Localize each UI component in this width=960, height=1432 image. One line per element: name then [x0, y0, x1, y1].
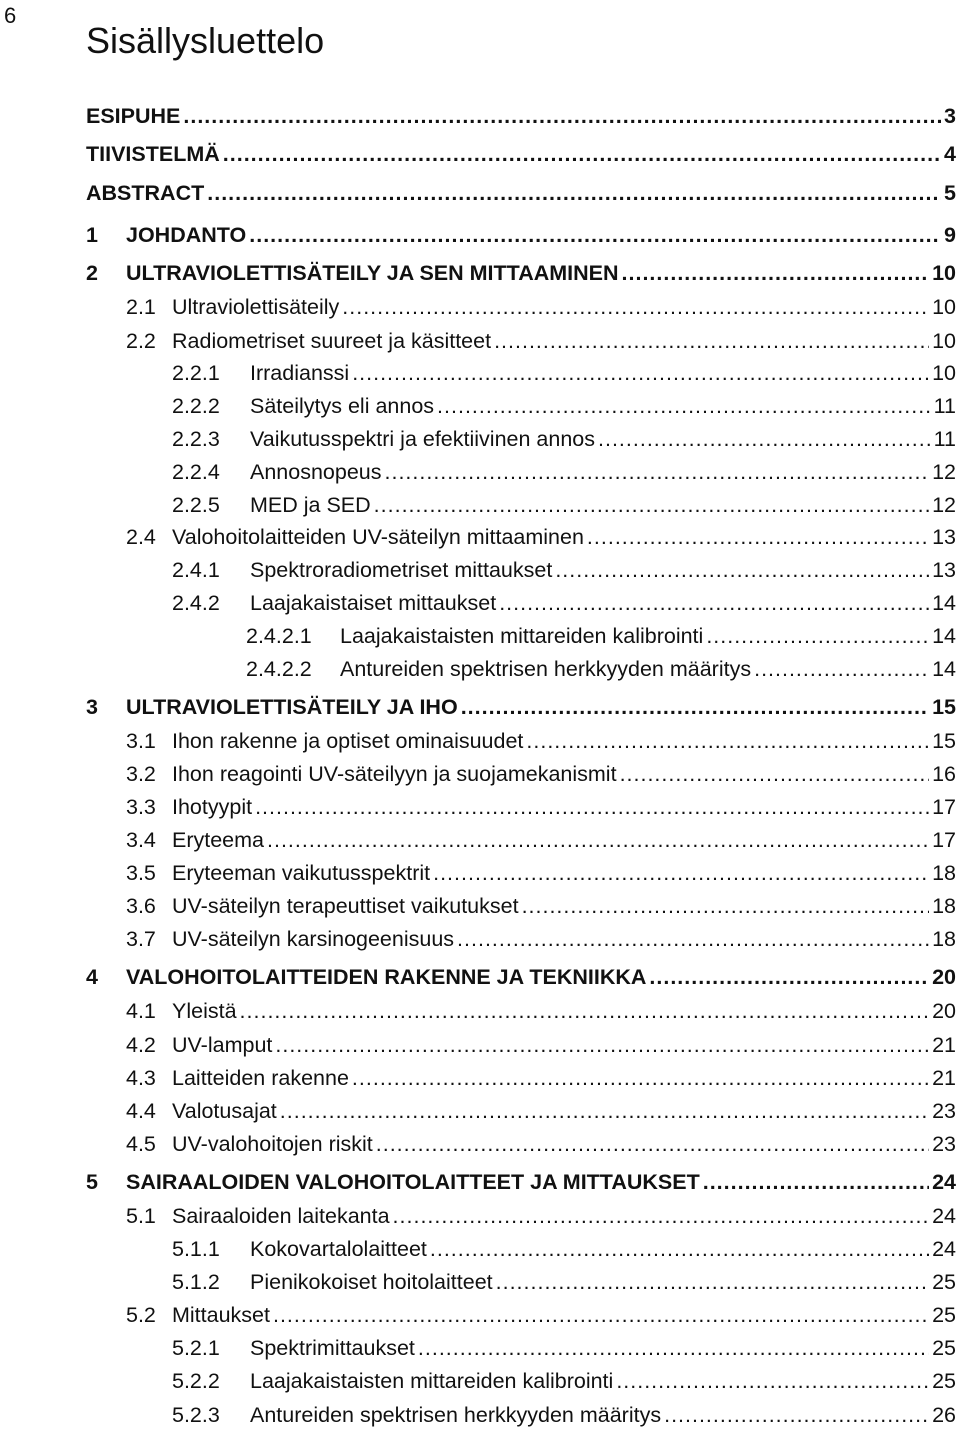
- toc-entry-number: 4.1: [126, 999, 156, 1023]
- toc-entry-number: 3: [86, 695, 98, 719]
- toc-entry-title: Ihon rakenne ja optiset ominaisuudet: [172, 729, 524, 753]
- toc-entry-title: Laajakaistaisten mittareiden kalibrointi: [340, 624, 704, 648]
- toc-entry-page: 4: [944, 142, 956, 166]
- toc-entry[interactable]: [126, 996, 956, 1026]
- toc-entry-title: Laajakaistaisten mittareiden kalibrointi: [250, 1369, 614, 1393]
- toc-entry-title: Radiometriset suureet ja käsitteet: [172, 329, 492, 353]
- toc-entry-title: UV-lamput: [172, 1033, 273, 1057]
- dot-leader: [620, 759, 930, 789]
- toc-entry[interactable]: [126, 522, 956, 552]
- dot-leader: [352, 1063, 929, 1093]
- dot-leader: [207, 178, 941, 208]
- dot-leader: [393, 1201, 930, 1231]
- toc-entry-number: 3.5: [126, 861, 156, 885]
- dot-leader: [240, 996, 930, 1026]
- toc-entry-title: Eryteema: [172, 828, 265, 852]
- toc-entry[interactable]: [172, 588, 956, 618]
- toc-entry-title: Yleistä: [172, 999, 237, 1023]
- toc-entry-page: 14: [932, 591, 956, 615]
- dot-leader: [526, 726, 929, 756]
- toc-entry-page: 3: [944, 104, 956, 128]
- toc-entry-title: ESIPUHE: [86, 104, 181, 128]
- toc-entry-page: 9: [944, 223, 956, 247]
- toc-entry[interactable]: [86, 258, 956, 288]
- toc-entry[interactable]: [86, 962, 956, 992]
- toc-entry[interactable]: [172, 424, 956, 454]
- toc-entry-title: Eryteeman vaikutusspektrit: [172, 861, 431, 885]
- toc-entry-number: 2.1: [126, 295, 156, 319]
- toc-entry[interactable]: [126, 759, 956, 789]
- toc-entry-title: ULTRAVIOLETTISÄTEILY JA SEN MITTAAMINEN: [126, 261, 619, 285]
- toc-entry[interactable]: [86, 178, 956, 208]
- toc-entry[interactable]: [86, 220, 956, 250]
- toc-entry-title: Ihon reagointi UV-säteilyyn ja suojamekanismit: [172, 762, 617, 786]
- dot-leader: [376, 1129, 929, 1159]
- toc-entry-page: 10: [932, 361, 956, 385]
- toc-entry-number: 3.3: [126, 795, 156, 819]
- toc-entry-number: 5.2.1: [172, 1336, 220, 1360]
- toc-entry-number: 2.2.2: [172, 394, 220, 418]
- toc-entry[interactable]: [126, 1201, 956, 1231]
- dot-leader: [457, 924, 929, 954]
- toc-entry[interactable]: [246, 654, 956, 684]
- toc-entry[interactable]: [86, 101, 956, 131]
- toc-entry-page: 13: [932, 525, 956, 549]
- dot-leader: [598, 424, 931, 454]
- toc-entry-number: 3.1: [126, 729, 156, 753]
- toc-entry-number: 3.2: [126, 762, 156, 786]
- toc-entry[interactable]: [126, 292, 956, 322]
- toc-entry-title: ABSTRACT: [86, 181, 205, 205]
- dot-leader: [385, 457, 930, 487]
- toc-entry-title: Irradianssi: [250, 361, 350, 385]
- toc-entry-title: Sairaaloiden laitekanta: [172, 1204, 390, 1228]
- toc-entry-number: 5.2: [126, 1303, 156, 1327]
- dot-leader: [267, 825, 929, 855]
- toc-entry-number: 1: [86, 223, 98, 247]
- toc-entry-number: 5.2.2: [172, 1369, 220, 1393]
- toc-entry[interactable]: [86, 692, 956, 722]
- toc-entry-page: 24: [932, 1204, 956, 1228]
- dot-leader: [616, 1366, 929, 1396]
- toc-entry-title: Antureiden spektrisen herkkyyden määritys: [340, 657, 752, 681]
- toc-entry-number: 3.6: [126, 894, 156, 918]
- dot-leader: [706, 621, 929, 651]
- toc-entry-page: 15: [932, 695, 956, 719]
- toc-entry-title: Valotusajat: [172, 1099, 277, 1123]
- toc-entry-title: Valohoitolaitteiden UV-säteilyn mittaaminen: [172, 525, 584, 549]
- dot-leader: [649, 962, 929, 992]
- dot-leader: [273, 1300, 929, 1330]
- toc-entry-title: UV-säteilyn terapeuttiset vaikutukset: [172, 894, 519, 918]
- toc-entry-title: TIIVISTELMÄ: [86, 142, 220, 166]
- toc-entry-page: 17: [932, 795, 956, 819]
- toc-entry-number: 2.2.4: [172, 460, 220, 484]
- toc-entry-title: Spektroradiometriset mittaukset: [250, 558, 553, 582]
- toc-entry-title: Antureiden spektrisen herkkyyden määritys: [250, 1403, 662, 1427]
- toc-entry[interactable]: [86, 1167, 956, 1197]
- toc-entry[interactable]: [172, 1366, 956, 1396]
- dot-leader: [352, 358, 929, 388]
- toc-entry[interactable]: [172, 1333, 956, 1363]
- toc-entry[interactable]: [172, 1234, 956, 1264]
- dot-leader: [555, 555, 929, 585]
- toc-entry-number: 3.7: [126, 927, 156, 951]
- toc-entry-page: 23: [932, 1099, 956, 1123]
- toc-entry-page: 25: [932, 1336, 956, 1360]
- toc-entry-title: ULTRAVIOLETTISÄTEILY JA IHO: [126, 695, 458, 719]
- toc-entry[interactable]: [126, 858, 956, 888]
- toc-entry-page: 20: [932, 965, 956, 989]
- toc-entry-title: Ultraviolettisäteily: [172, 295, 340, 319]
- toc-entry[interactable]: [126, 1096, 956, 1126]
- toc-entry-number: 2.4.2: [172, 591, 220, 615]
- toc-entry[interactable]: [126, 726, 956, 756]
- toc-entry-page: 25: [932, 1303, 956, 1327]
- toc-entry-title: VALOHOITOLAITTEIDEN RAKENNE JA TEKNIIKKA: [126, 965, 647, 989]
- toc-entry[interactable]: [172, 358, 956, 388]
- toc-entry[interactable]: [126, 825, 956, 855]
- toc-entry-page: 14: [932, 657, 956, 681]
- toc-entry-page: 18: [932, 894, 956, 918]
- toc-entry-page: 26: [932, 1403, 956, 1427]
- dot-leader: [522, 891, 930, 921]
- toc-entry[interactable]: [246, 621, 956, 651]
- dot-leader: [223, 139, 941, 169]
- toc-entry-number: 2.2.5: [172, 493, 220, 517]
- toc-entry-number: 2: [86, 261, 98, 285]
- toc-entry-number: 2.4: [126, 525, 156, 549]
- dot-leader: [374, 490, 929, 520]
- toc-entry-number: 2.2.1: [172, 361, 220, 385]
- toc-entry-number: 4.2: [126, 1033, 156, 1057]
- toc-entry[interactable]: [126, 1129, 956, 1159]
- dot-leader: [430, 1234, 929, 1264]
- toc-entry-title: SAIRAALOIDEN VALOHOITOLAITTEET JA MITTAUKSET: [126, 1170, 700, 1194]
- toc-entry-page: 21: [932, 1066, 956, 1090]
- dot-leader: [255, 792, 929, 822]
- toc-entry-title: Säteilytys eli annos: [250, 394, 435, 418]
- toc-entry-number: 4.4: [126, 1099, 156, 1123]
- toc-entry-number: 5: [86, 1170, 98, 1194]
- toc-entry[interactable]: [172, 490, 956, 520]
- toc-entry[interactable]: [172, 1400, 956, 1430]
- toc-entry-number: 5.1: [126, 1204, 156, 1228]
- toc-entry-page: 18: [932, 861, 956, 885]
- toc-entry-page: 25: [932, 1369, 956, 1393]
- toc-entry-number: 2.2: [126, 329, 156, 353]
- toc-entry-number: 2.4.2.1: [246, 624, 312, 648]
- dot-leader: [342, 292, 929, 322]
- toc-entry[interactable]: [126, 792, 956, 822]
- dot-leader: [703, 1167, 929, 1197]
- toc-entry-page: 10: [932, 261, 956, 285]
- toc-entry-page: 12: [932, 460, 956, 484]
- toc-entry-title: Pienikokoiset hoitolaitteet: [250, 1270, 493, 1294]
- toc-entry[interactable]: [126, 1300, 956, 1330]
- toc-entry[interactable]: [126, 1030, 956, 1060]
- toc-entry-page: 10: [932, 295, 956, 319]
- dot-leader: [280, 1096, 929, 1126]
- toc-entry-title: MED ja SED: [250, 493, 371, 517]
- dot-leader: [622, 258, 930, 288]
- toc-entry-page: 13: [932, 558, 956, 582]
- toc-entry[interactable]: [126, 924, 956, 954]
- toc-entry-page: 11: [933, 427, 956, 451]
- toc-entry-number: 2.4.2.2: [246, 657, 312, 681]
- dot-leader: [461, 692, 929, 722]
- toc-entry-page: 5: [944, 181, 956, 205]
- toc-entry[interactable]: [126, 326, 956, 356]
- toc-entry-page: 24: [932, 1170, 956, 1194]
- toc-entry-title: JOHDANTO: [126, 223, 247, 247]
- toc-entry-title: Ihotyypit: [172, 795, 253, 819]
- dot-leader: [275, 1030, 929, 1060]
- toc-entry-page: 20: [932, 999, 956, 1023]
- page-number: 6: [4, 3, 17, 28]
- toc-entry-number: 4.3: [126, 1066, 156, 1090]
- page-title: Sisällysluettelo: [86, 20, 325, 61]
- dot-leader: [587, 522, 929, 552]
- toc-entry-title: UV-säteilyn karsinogeenisuus: [172, 927, 455, 951]
- toc-entry-title: Spektrimittaukset: [250, 1336, 415, 1360]
- dot-leader: [499, 588, 929, 618]
- toc-entry-number: 3.4: [126, 828, 156, 852]
- toc-entry-page: 21: [932, 1033, 956, 1057]
- toc-entry-title: Mittaukset: [172, 1303, 270, 1327]
- dot-leader: [183, 101, 941, 131]
- toc-entry-title: UV-valohoitojen riskit: [172, 1132, 373, 1156]
- toc-entry-number: 5.1.2: [172, 1270, 220, 1294]
- toc-entry-page: 18: [932, 927, 956, 951]
- toc-entry[interactable]: [126, 891, 956, 921]
- dot-leader: [664, 1400, 929, 1430]
- dot-leader: [249, 220, 941, 250]
- toc-entry[interactable]: [172, 457, 956, 487]
- toc-entry-title: Vaikutusspektri ja efektiivinen annos: [250, 427, 595, 451]
- toc-entry-number: 4: [86, 965, 98, 989]
- toc-entry-title: Laitteiden rakenne: [172, 1066, 349, 1090]
- toc-entry-title: Kokovartalolaitteet: [250, 1237, 427, 1261]
- toc-entry-page: 15: [932, 729, 956, 753]
- toc-entry[interactable]: [126, 1063, 956, 1093]
- toc-entry[interactable]: [172, 391, 956, 421]
- dot-leader: [496, 1267, 929, 1297]
- toc-entry-number: 2.4.1: [172, 558, 220, 582]
- dot-leader: [754, 654, 929, 684]
- toc-entry-number: 4.5: [126, 1132, 156, 1156]
- toc-entry-title: Annosnopeus: [250, 460, 382, 484]
- toc-entry-page: 25: [932, 1270, 956, 1294]
- toc-entry[interactable]: [86, 139, 956, 169]
- dot-leader: [433, 858, 929, 888]
- toc-entry[interactable]: [172, 555, 956, 585]
- dot-leader: [418, 1333, 929, 1363]
- toc-entry-page: 24: [932, 1237, 956, 1261]
- toc-entry-page: 11: [933, 394, 956, 418]
- toc-entry-number: 2.2.3: [172, 427, 220, 451]
- toc-entry-title: Laajakaistaiset mittaukset: [250, 591, 497, 615]
- toc-entry-page: 23: [932, 1132, 956, 1156]
- toc-entry-page: 17: [932, 828, 956, 852]
- toc-entry-page: 14: [932, 624, 956, 648]
- dot-leader: [437, 391, 931, 421]
- toc-entry-number: 5.2.3: [172, 1403, 220, 1427]
- toc-entry-number: 5.1.1: [172, 1237, 220, 1261]
- dot-leader: [494, 326, 929, 356]
- toc-entry-page: 12: [932, 493, 956, 517]
- toc-entry-page: 16: [932, 762, 956, 786]
- toc-entry[interactable]: [172, 1267, 956, 1297]
- toc-entry-page: 10: [932, 329, 956, 353]
